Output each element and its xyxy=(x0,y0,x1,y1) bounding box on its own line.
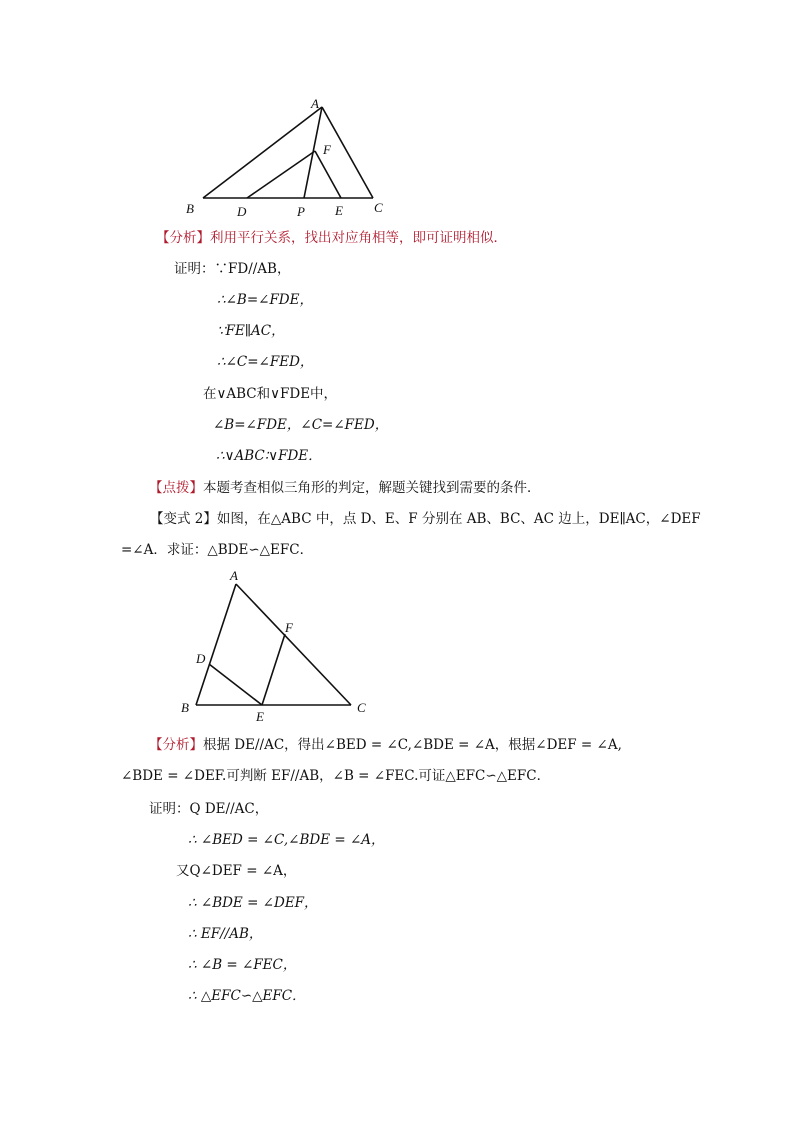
segment-DE xyxy=(209,664,262,705)
variant-2-text-1: 如图，在△ABC 中，点 D、E、F 分别在 AB、BC、AC 边上，DE∥AC，∠DEF xyxy=(216,511,701,527)
label-F: F xyxy=(285,620,293,635)
segment-AB xyxy=(196,584,236,705)
proof1-line-3: ∵FE∥AC， xyxy=(217,323,285,339)
analysis-2-line-1 xyxy=(149,736,622,754)
label-P: P xyxy=(297,204,305,219)
proof1-line-2: ∴∠B=∠FDE， xyxy=(217,292,313,308)
proof2-line-7: ∴ △EFC∽△EFC． xyxy=(188,988,306,1004)
analysis-1-tag: 【分析】 xyxy=(156,230,210,246)
proof2-line-2: ∴ ∠BED = ∠C,∠BDE = ∠A， xyxy=(188,832,385,848)
proof2-line-5: ∴ EF//AB， xyxy=(188,926,263,942)
label-B: B xyxy=(181,700,189,715)
analysis-1 xyxy=(156,229,507,247)
proof2-line-4: ∴ ∠BDE = ∠DEF， xyxy=(188,895,318,911)
label-A: A xyxy=(230,568,238,583)
label-B: B xyxy=(186,201,194,216)
proof2-line-6: ∴ ∠B = ∠FEC， xyxy=(188,957,297,973)
label-D: D xyxy=(196,651,206,666)
label-D: D xyxy=(237,204,247,219)
analysis-2-tag: 【分析】 xyxy=(149,737,203,753)
segment-AC xyxy=(236,584,351,705)
tip-1-tag: 【点拨】 xyxy=(149,480,203,496)
label-E: E xyxy=(256,709,264,724)
variant-2-tag: 【变式 2】 xyxy=(150,511,217,527)
proof1-line-5: 在∨ABC和∨FDE中， xyxy=(203,386,338,402)
label-C: C xyxy=(357,700,366,715)
analysis-2-text-1: 根据 DE//AC，得出∠BED = ∠C,∠BDE = ∠A，根据∠DEF = ∠A, xyxy=(203,737,622,753)
label-C: C xyxy=(374,200,383,215)
label-A: A xyxy=(311,96,319,111)
analysis-1-text: 利用平行关系，找出对应角相等，即可证明相似． xyxy=(210,230,507,246)
tip-1 xyxy=(149,479,541,497)
proof2-line-1: 证明：Q DE//AC， xyxy=(149,801,269,817)
proof1-line-4: ∴∠C=∠FED， xyxy=(217,354,314,370)
variant-2-line-1 xyxy=(150,510,701,528)
segment-FE xyxy=(315,151,341,198)
triangle-figure-1 xyxy=(0,90,794,320)
analysis-2-line-2: ∠BDE = ∠DEF.可判断 EF//AB，∠B = ∠FEC.可证△EFC∽△EFC． xyxy=(121,768,551,784)
triangle-figure-2 xyxy=(0,565,794,725)
label-E: E xyxy=(335,203,343,218)
proof1-line-1: 证明：∵FD//AB， xyxy=(174,261,291,277)
variant-2-line-2: =∠A．求证：△BDE∽△EFC． xyxy=(121,542,314,558)
proof2-line-3: 又Q∠DEF = ∠A， xyxy=(176,863,297,879)
proof1-line-7: ∴∨ABC∶∨FDE． xyxy=(216,448,322,464)
segment-EF xyxy=(262,634,285,705)
tip-1-text: 本题考查相似三角形的判定，解题关键找到需要的条件． xyxy=(203,480,541,496)
segment-AB xyxy=(203,107,322,198)
proof1-line-6: ∠B=∠FDE，∠C=∠FED， xyxy=(213,417,389,433)
label-F: F xyxy=(323,142,331,157)
